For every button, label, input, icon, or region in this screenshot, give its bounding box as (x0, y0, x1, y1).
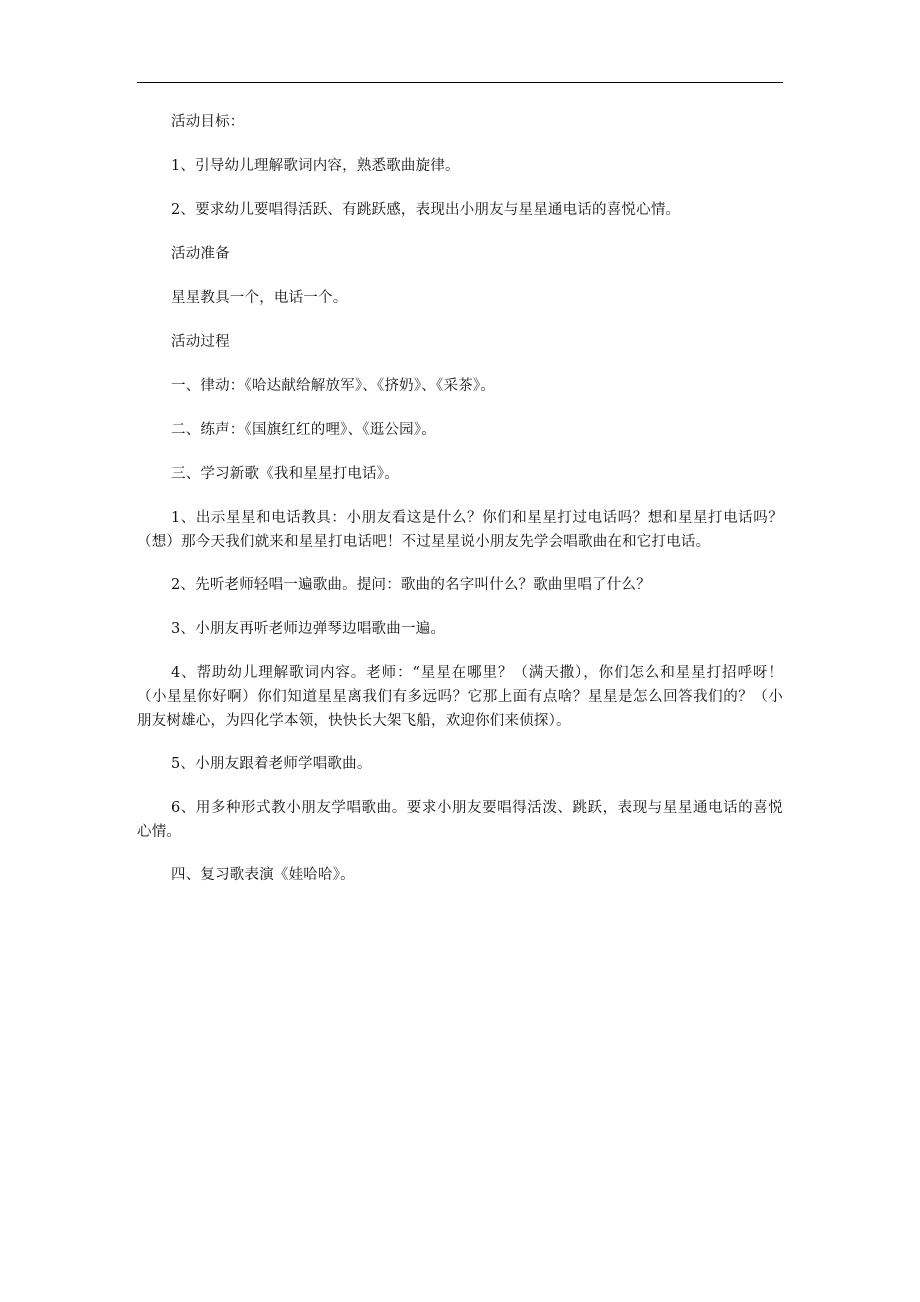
heading-activity-preparation: 活动准备 (171, 246, 230, 262)
heading-activity-process: 活动过程 (171, 334, 230, 350)
substep-5: 5、小朋友跟着老师学唱歌曲。 (171, 756, 372, 772)
substep-2: 2、先听老师轻唱一遍歌曲。提问：歌曲的名字叫什么？歌曲里唱了什么？ (171, 577, 651, 593)
header-rule (137, 82, 783, 83)
preparation-text: 星星教具一个，电话一个。 (171, 290, 348, 306)
substep-4: 4、帮助幼儿理解歌词内容。老师：“星星在哪里？（满天撒），你们怎么和星星打招呼呀！（小星星你好啊）你们知道星星离我们有多远吗？它那上面有点啥？星星是怎么回答我们的？（小朋友树雄心，为四化学本领，快快长大架飞船，欢迎你们来侦探）。 (137, 665, 783, 729)
substep-3: 3、小朋友再听老师边弹琴边唱歌曲一遍。 (171, 621, 446, 637)
process-step-3: 三、学习新歌《我和星星打电话》。 (171, 466, 399, 482)
heading-activity-goals: 活动目标： (171, 114, 245, 130)
substep-6: 6、用多种形式教小朋友学唱歌曲。要求小朋友要唱得活泼、跳跃，表现与星星通电话的喜悦心情。 (137, 800, 783, 840)
goal-item-1: 1、引导幼儿理解歌词内容，熟悉歌曲旋律。 (171, 158, 460, 174)
document-body (137, 110, 783, 907)
process-step-2: 二、练声：《国旗红红的哩》、《逛公园》。 (171, 422, 436, 438)
substep-1: 1、出示星星和电话教具：小朋友看这是什么？你们和星星打过电话吗？想和星星打电话吗？（想）那今天我们就来和星星打电话吧！不过星星说小朋友先学会唱歌曲在和它打电话。 (137, 510, 783, 550)
process-step-1: 一、律动：《哈达献给解放军》、《挤奶》、《采茶》。 (171, 378, 495, 394)
process-step-4: 四、复习歌表演《娃哈哈》。 (171, 867, 355, 883)
goal-item-2: 2、要求幼儿要唱得活跃、有跳跃感，表现出小朋友与星星通电话的喜悦心情。 (171, 202, 681, 218)
